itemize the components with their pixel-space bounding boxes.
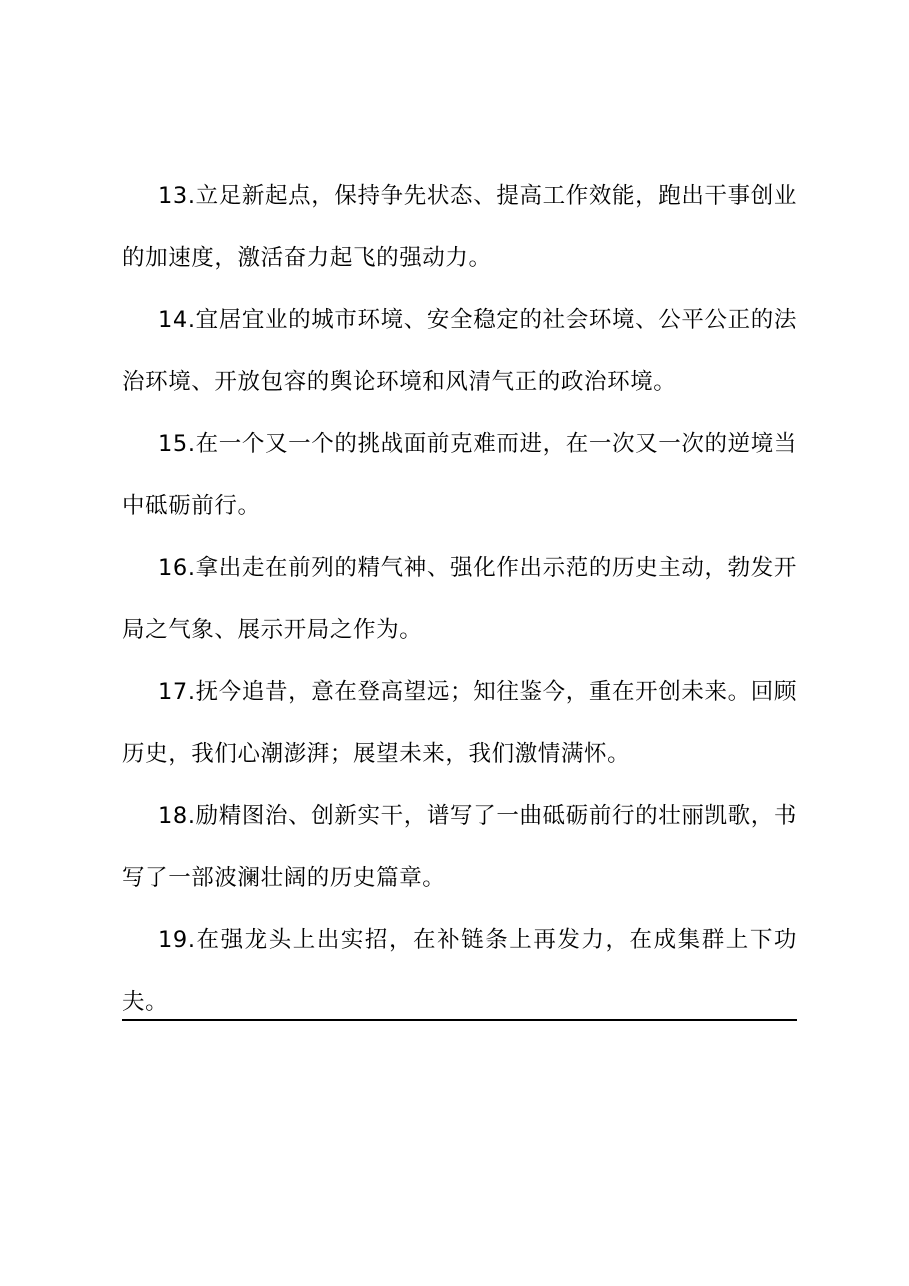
paragraph-16: 16.拿出走在前列的精气神、强化作出示范的历史主动，勃发开局之气象、展示开局之作为。 xyxy=(122,555,797,643)
paragraph-19: 19.在强龙头上出实招，在补链条上再发力，在成集群上下功夫。 xyxy=(122,927,797,1015)
paragraph-13: 13.立足新起点，保持争先状态、提高工作效能，跑出干事创业的加速度，激活奋力起飞的强动力。 xyxy=(122,183,797,271)
paragraph-18: 18.励精图治、创新实干，谱写了一曲砥砺前行的壮丽凯歌，书写了一部波澜壮阔的历史篇章。 xyxy=(122,803,797,891)
paragraph-17: 17.抚今追昔，意在登高望远；知往鉴今，重在开创未来。回顾历史，我们心潮澎湃；展望未来，我们激情满怀。 xyxy=(122,679,797,767)
document-body xyxy=(122,165,797,1033)
paragraph-14: 14.宜居宜业的城市环境、安全稳定的社会环境、公平公正的法治环境、开放包容的舆论环境和风清气正的政治环境。 xyxy=(122,307,797,395)
paragraph-15: 15.在一个又一个的挑战面前克难而进，在一次又一次的逆境当中砥砺前行。 xyxy=(122,431,797,519)
bottom-divider xyxy=(122,1019,797,1021)
